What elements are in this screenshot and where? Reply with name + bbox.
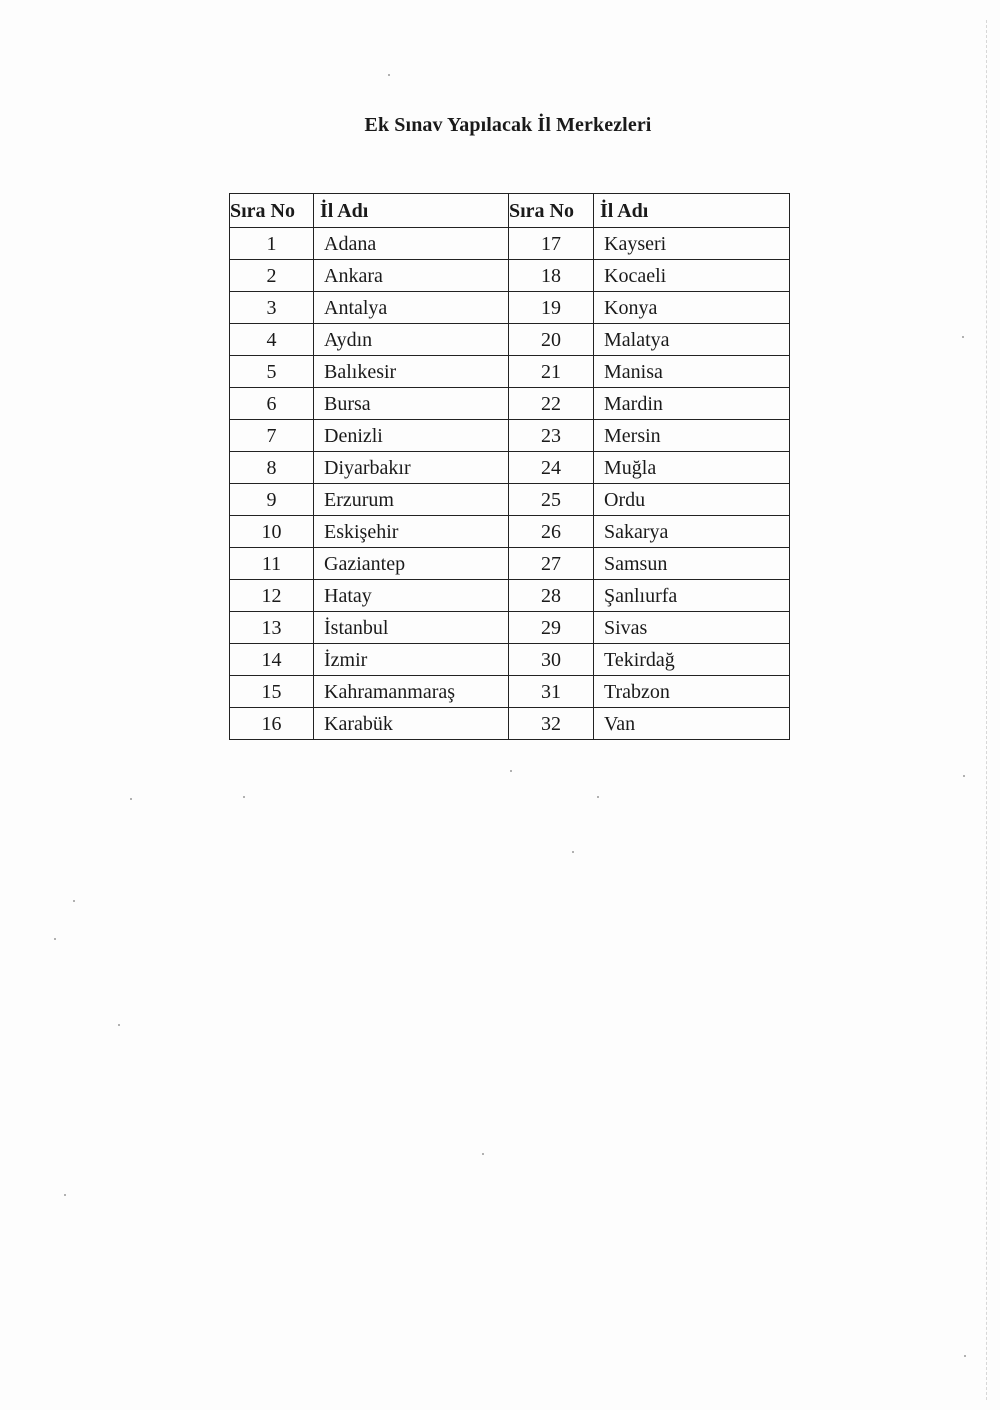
cell-sira-no-right: 27: [509, 548, 594, 580]
cell-sira-no-right: 30: [509, 644, 594, 676]
cell-sira-no-left: 7: [230, 420, 314, 452]
table-row: [230, 388, 790, 420]
scan-speck: [73, 900, 75, 902]
cell-sira-no-right: 25: [509, 484, 594, 516]
scan-speck: [597, 796, 599, 798]
table-row: [230, 228, 790, 260]
cell-sira-no-left: 10: [230, 516, 314, 548]
scan-speck: [130, 798, 132, 800]
cell-sira-no-right: 21: [509, 356, 594, 388]
cell-sira-no-left: 2: [230, 260, 314, 292]
scan-speck: [482, 1153, 484, 1155]
page-title: Ek Sınav Yapılacak İl Merkezleri: [364, 114, 652, 136]
table-row: [230, 356, 790, 388]
cell-il-adi-left: İstanbul: [314, 612, 509, 644]
cell-il-adi-left: Balıkesir: [314, 356, 509, 388]
cell-il-adi-left: Adana: [314, 228, 509, 260]
scan-speck: [510, 770, 512, 772]
cell-sira-no-right: 17: [509, 228, 594, 260]
cell-il-adi-left: Aydın: [314, 324, 509, 356]
scan-speck: [962, 336, 964, 338]
exam-centers-table: [229, 193, 790, 740]
cell-il-adi-left: Eskişehir: [314, 516, 509, 548]
cell-il-adi-right: Mardin: [594, 388, 790, 420]
cell-sira-no-left: 14: [230, 644, 314, 676]
scan-speck: [118, 1024, 120, 1026]
cell-sira-no-right: 26: [509, 516, 594, 548]
cell-sira-no-right: 24: [509, 452, 594, 484]
cell-il-adi-right: Kocaeli: [594, 260, 790, 292]
scan-speck: [64, 1194, 66, 1196]
cell-sira-no-left: 8: [230, 452, 314, 484]
cell-il-adi-right: Şanlıurfa: [594, 580, 790, 612]
cell-sira-no-left: 6: [230, 388, 314, 420]
cell-il-adi-right: Trabzon: [594, 676, 790, 708]
cell-il-adi-left: Diyarbakır: [314, 452, 509, 484]
cell-il-adi-left: Antalya: [314, 292, 509, 324]
cell-sira-no-left: 11: [230, 548, 314, 580]
cell-il-adi-right: Mersin: [594, 420, 790, 452]
cell-il-adi-left: Hatay: [314, 580, 509, 612]
table-row: [230, 484, 790, 516]
cell-il-adi-left: Ankara: [314, 260, 509, 292]
table-row: [230, 324, 790, 356]
header-il-adi-left: İl Adı: [314, 194, 509, 228]
cell-sira-no-left: 13: [230, 612, 314, 644]
scan-speck: [572, 851, 574, 853]
cell-il-adi-right: Sivas: [594, 612, 790, 644]
header-sira-no-right: Sıra No: [509, 194, 594, 228]
cell-il-adi-right: Kayseri: [594, 228, 790, 260]
scan-speck: [54, 938, 56, 940]
table-row: [230, 644, 790, 676]
cell-il-adi-left: Denizli: [314, 420, 509, 452]
cell-il-adi-right: Sakarya: [594, 516, 790, 548]
scan-speck: [964, 1355, 966, 1357]
cell-il-adi-right: Konya: [594, 292, 790, 324]
cell-sira-no-left: 3: [230, 292, 314, 324]
cell-il-adi-right: Ordu: [594, 484, 790, 516]
table-row: [230, 548, 790, 580]
scan-edge-line: [986, 20, 988, 1400]
cell-sira-no-left: 4: [230, 324, 314, 356]
header-sira-no-left: Sıra No: [230, 194, 314, 228]
table-header-row: [230, 194, 790, 228]
cell-il-adi-left: Kahramanmaraş: [314, 676, 509, 708]
table-row: [230, 292, 790, 324]
scan-speck: [243, 796, 245, 798]
table-row: [230, 452, 790, 484]
cell-il-adi-right: Samsun: [594, 548, 790, 580]
scan-speck: [388, 74, 390, 76]
cell-sira-no-left: 5: [230, 356, 314, 388]
table-row: [230, 708, 790, 740]
cell-sira-no-right: 23: [509, 420, 594, 452]
cell-sira-no-right: 29: [509, 612, 594, 644]
cell-sira-no-right: 19: [509, 292, 594, 324]
cell-il-adi-left: Bursa: [314, 388, 509, 420]
cell-il-adi-left: İzmir: [314, 644, 509, 676]
cell-sira-no-left: 12: [230, 580, 314, 612]
table-row: [230, 580, 790, 612]
table-body: [230, 228, 790, 740]
table-row: [230, 420, 790, 452]
cell-sira-no-right: 22: [509, 388, 594, 420]
table-row: [230, 612, 790, 644]
table-row: [230, 676, 790, 708]
cell-sira-no-right: 31: [509, 676, 594, 708]
cell-il-adi-right: Muğla: [594, 452, 790, 484]
header-il-adi-right: İl Adı: [594, 194, 790, 228]
table-row: [230, 260, 790, 292]
cell-sira-no-left: 9: [230, 484, 314, 516]
cell-il-adi-right: Tekirdağ: [594, 644, 790, 676]
cell-il-adi-left: Erzurum: [314, 484, 509, 516]
cell-il-adi-left: Karabük: [314, 708, 509, 740]
cell-sira-no-left: 1: [230, 228, 314, 260]
cell-il-adi-right: Manisa: [594, 356, 790, 388]
cell-sira-no-left: 15: [230, 676, 314, 708]
cell-il-adi-left: Gaziantep: [314, 548, 509, 580]
cell-il-adi-right: Van: [594, 708, 790, 740]
cell-sira-no-right: 20: [509, 324, 594, 356]
scan-speck: [963, 775, 965, 777]
cell-sira-no-right: 28: [509, 580, 594, 612]
cell-sira-no-right: 18: [509, 260, 594, 292]
cell-sira-no-right: 32: [509, 708, 594, 740]
cell-sira-no-left: 16: [230, 708, 314, 740]
cell-il-adi-right: Malatya: [594, 324, 790, 356]
table-row: [230, 516, 790, 548]
